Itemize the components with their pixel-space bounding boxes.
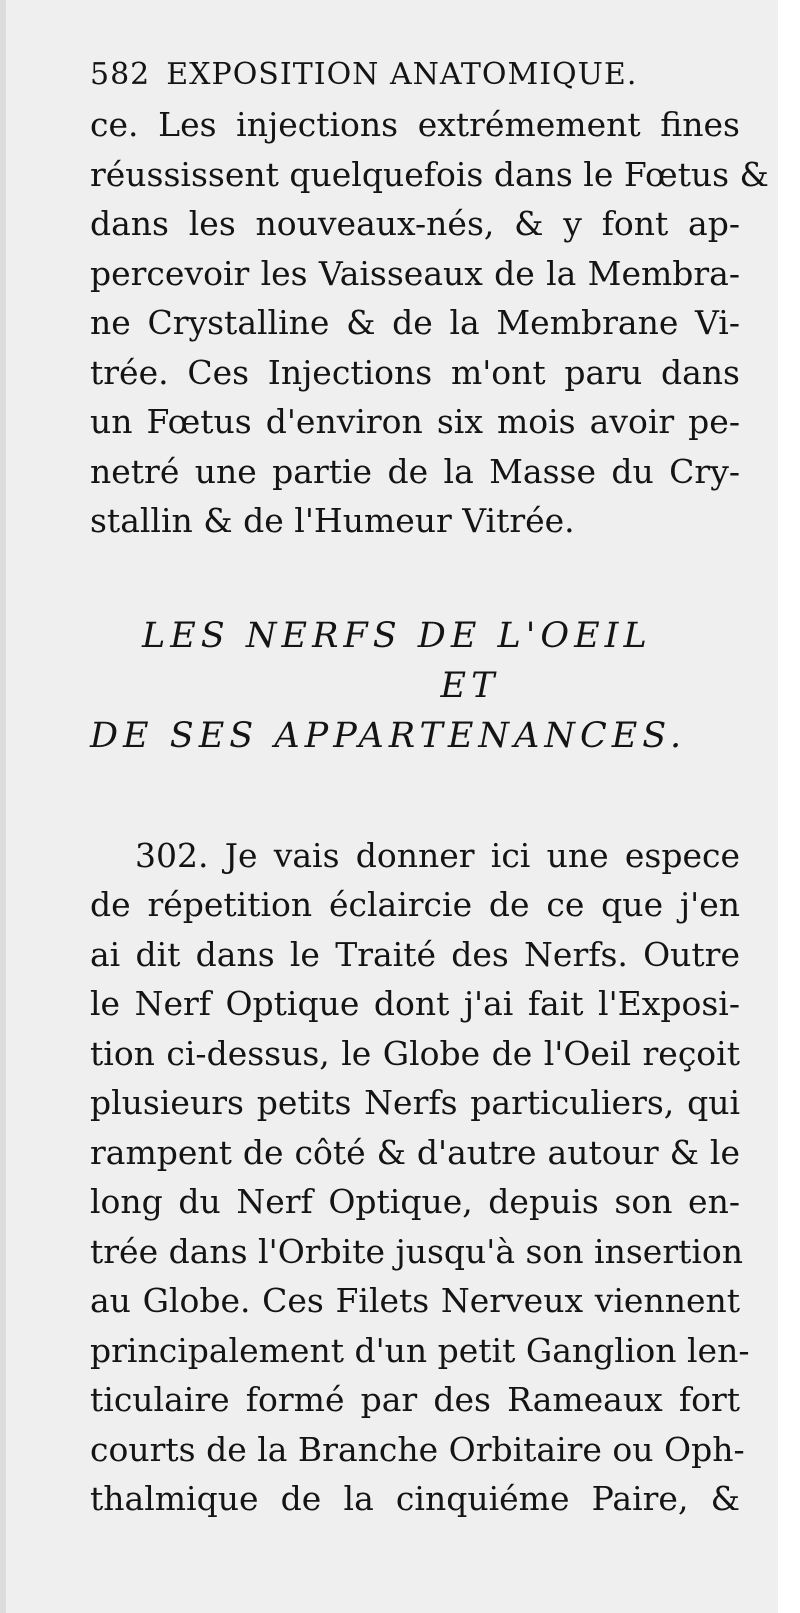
text-line: ce. Les injections extrémement fines	[90, 105, 740, 144]
text-line: netré une partie de la Masse du Cry-	[90, 451, 740, 491]
section-heading	[90, 611, 740, 761]
text-line: plusieurs petits Nerfs particuliers, qui	[90, 1083, 740, 1122]
text-line: long du Nerf Optique, depuis son en-	[90, 1182, 740, 1221]
text-line: ne Crystalline & de la Membrane Vi-	[90, 303, 740, 342]
page-margin-right	[778, 0, 800, 1613]
text-line: principalement d'un petit Ganglion len-	[90, 1330, 750, 1370]
paragraph-continued	[90, 100, 769, 546]
text-line: tion ci-dessus, le Globe de l'Oeil reçoit	[90, 1033, 740, 1073]
running-title: EXPOSITION ANATOMIQUE.	[166, 57, 638, 92]
text-line: courts de la Branche Orbitaire ou Oph-	[90, 1429, 745, 1469]
page-number: 582	[90, 57, 151, 92]
page-shadow-left	[0, 0, 6, 1613]
paragraph-302	[90, 831, 750, 1524]
section-heading-line: ET	[440, 665, 500, 706]
section-heading-line: DE SES APPARTENANCES.	[90, 715, 687, 756]
text-line: réussissent quelquefois dans le Fœtus &	[90, 154, 769, 194]
text-line: trée dans l'Orbite jusqu'à son insertion	[90, 1231, 744, 1271]
text-line: ticulaire formé par des Rameaux fort	[90, 1380, 740, 1419]
text-line: thalmique de la cinquiéme Paire, &	[90, 1479, 740, 1518]
text-line: trée. Ces Injections m'ont paru dans	[90, 352, 740, 392]
text-line: percevoir les Vaisseaux de la Membra-	[90, 253, 740, 293]
running-header	[90, 50, 740, 100]
text-line: de répetition éclaircie de ce que j'en	[90, 885, 740, 924]
text-line: 302. Je vais donner ici une espece	[135, 835, 740, 875]
text-line: le Nerf Optique dont j'ai fait l'Exposi-	[90, 984, 740, 1023]
text-line: stallin & de l'Humeur Vitrée.	[90, 501, 575, 540]
text-line: dans les nouveaux-nés, & y font ap-	[90, 204, 740, 243]
text-line: au Globe. Ces Filets Nerveux viennent	[90, 1281, 740, 1320]
text-line: ai dit dans le Traité des Nerfs. Outre	[90, 934, 740, 974]
text-line: rampent de côté & d'autre autour & le	[90, 1132, 740, 1172]
page-text	[90, 50, 769, 1524]
section-heading-line: LES NERFS DE L'OEIL	[142, 615, 652, 656]
text-line: un Fœtus d'environ six mois avoir pe-	[90, 402, 740, 441]
